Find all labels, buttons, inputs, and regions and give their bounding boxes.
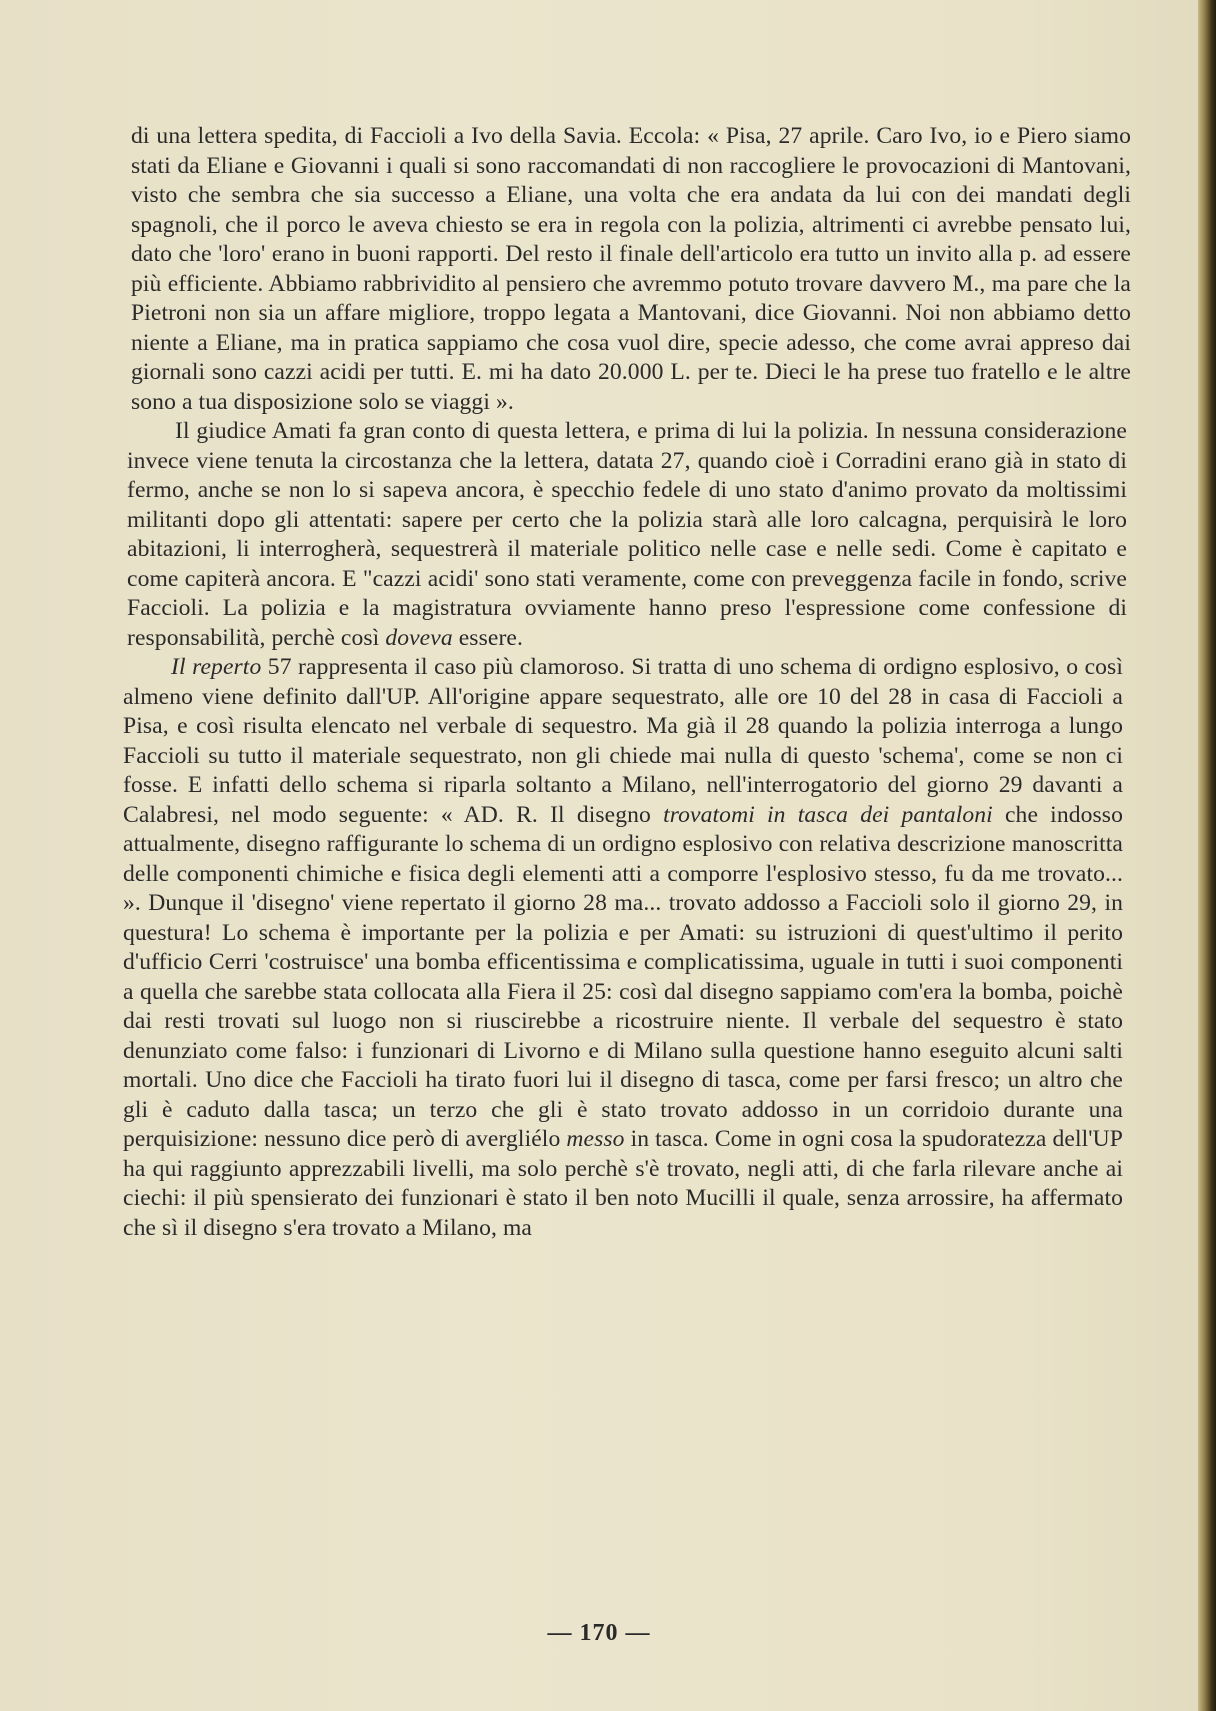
italic-word: messo [566, 1126, 625, 1152]
paragraph-text: 57 rappresenta il caso più clamoroso. Si tratta di uno schema di ordigno esplosivo, o così almeno viene definito dall'UP. All'origine appare sequestrato, alle ore 10 del 28 in casa di Faccioli a Pisa, e così risulta elencato nel verbale di sequestro. Ma già il 28 quando la polizia interroga a lungo Faccioli su tutto il materiale sequestrato, non gli chiede mai nulla di questo 'schema', come se non ci fosse. E infatti dello schema si riparla soltanto a Milano, nell'interrogatorio del giorno 29 davanti a Calabresi, nel modo seguente: « AD. R. Il disegno [123, 654, 1123, 828]
paragraph-reperto-57 [123, 653, 1123, 1243]
letter-text: di una lettera spedita, di Faccioli a Ivo della Savia. Eccola: « Pisa, 27 aprile. Caro Ivo, io e Piero siamo stati da Eliane e Giovanni i quali si sono raccomandati di non raccogliere le provocazioni di Mantovani, visto che sembra che sia successo a Eliane, una volta che era andata da lui con dei mandati degli spagnoli, che il porco le aveva chiesto se era in regola con la polizia, altrimenti ci avrebbe pensato lui, dato che 'loro' erano in buoni rapporti. Del resto il finale dell'articolo era tutto un invito alla p. ad essere più efficiente. Abbiamo rabbrividito al pensiero che avremmo potuto trovare davvero M., ma pare che la Pietroni non sia un affare migliore, troppo legata a Mantovani, dice Giovanni. Noi non abbiamo detto niente a Eliane, ma in pratica sappiamo che cosa vuol dire, specie adesso, che come avrai appreso dai giornali sono cazzi acidi per tutti. E. mi ha dato 20.000 L. per te. Dieci le ha prese tuo fratello e le altre sono a tua disposizione solo se viaggi ». [131, 123, 1131, 415]
paragraph-text: Il giudice Amati fa gran conto di questa lettera, e prima di lui la polizia. In nessuna considerazione invece viene tenuta la circostanza che la lettera, datata 27, quando cioè i Corradini erano già in stato di fermo, anche se non lo si sapeva ancora, è specchio fedele di uno stato d'animo provato da moltissimi militanti dopo gli attentati: sapere per certo che la polizia starà alle loro calcagna, perquisirà le loro abitazioni, li interrogherà, sequestrerà il materiale politico nelle case e nelle sedi. Come è capitato e come capiterà ancora. E "cazzi acidi' sono stati veramente, come con preveggenza facile in fondo, scrive Faccioli. La polizia e la magistratura ovviamente hanno preso l'espressione come confessione di responsabilità, perchè così [127, 418, 1127, 651]
page-binding-edge [1198, 0, 1216, 1711]
paragraph-judge-amati [127, 417, 1127, 653]
page-number: — 170 — [547, 1620, 651, 1646]
italic-quote-phrase: trovatomi in tasca dei pantaloni [663, 801, 993, 828]
paragraph-text: in tasca. Come in ogni cosa la spudoratezza dell'UP ha qui raggiunto apprezzabili livelli, ma solo perchè s'è trovato, negli atti, di che farla rilevare anche ai ciechi: il più spensierato dei funzionari è stato il ben noto Mucilli il quale, senza arrossire, ha affermato che sì il disegno s'era trovato a Milano, ma [123, 1126, 1123, 1241]
paragraph-letter [131, 122, 1131, 417]
paragraph-text: che indosso attualmente, disegno raffigurante lo schema di un ordigno esplosivo con relativa descrizione manoscritta delle componenti chimiche e fisica degli elementi atti a comporre l'esplosivo stesso, fu da me trovato... ». Dunque il 'disegno' viene repertato il giorno 28 ma... trovato addosso a Faccioli solo il giorno 29, in questura! Lo schema è importante per la polizia e per Amati: su istruzioni di quest'ultimo il perito d'ufficio Cerri 'costruisce' una bomba efficentissima e complicatissima, uguale in tutti i suoi componenti a quella che sarebbe stata collocata alla Fiera il 25: così dal disegno sappiamo com'era la bomba, poichè dai resti trovati sul luogo non si riuscirebbe a ricostruire niente. Il verbale del sequestro è stato denunziato come falso: i funzionari di Livorno e di Milano sulla questione hanno eseguito alcuni salti mortali. Uno dice che Faccioli ha tirato fuori lui il disegno di tasca, come per farsi fresco; un altro che gli è caduto dalla tasca; un terzo che gli è stato trovato addosso in un corridoio durante una perquisizione: nessuno dice però di avergliélo [123, 801, 1123, 1152]
italic-heading-phrase: Il reperto [171, 654, 262, 680]
italic-word: doveva [385, 624, 453, 651]
body-text [123, 122, 1131, 1243]
paragraph-text: essere. [452, 624, 523, 651]
